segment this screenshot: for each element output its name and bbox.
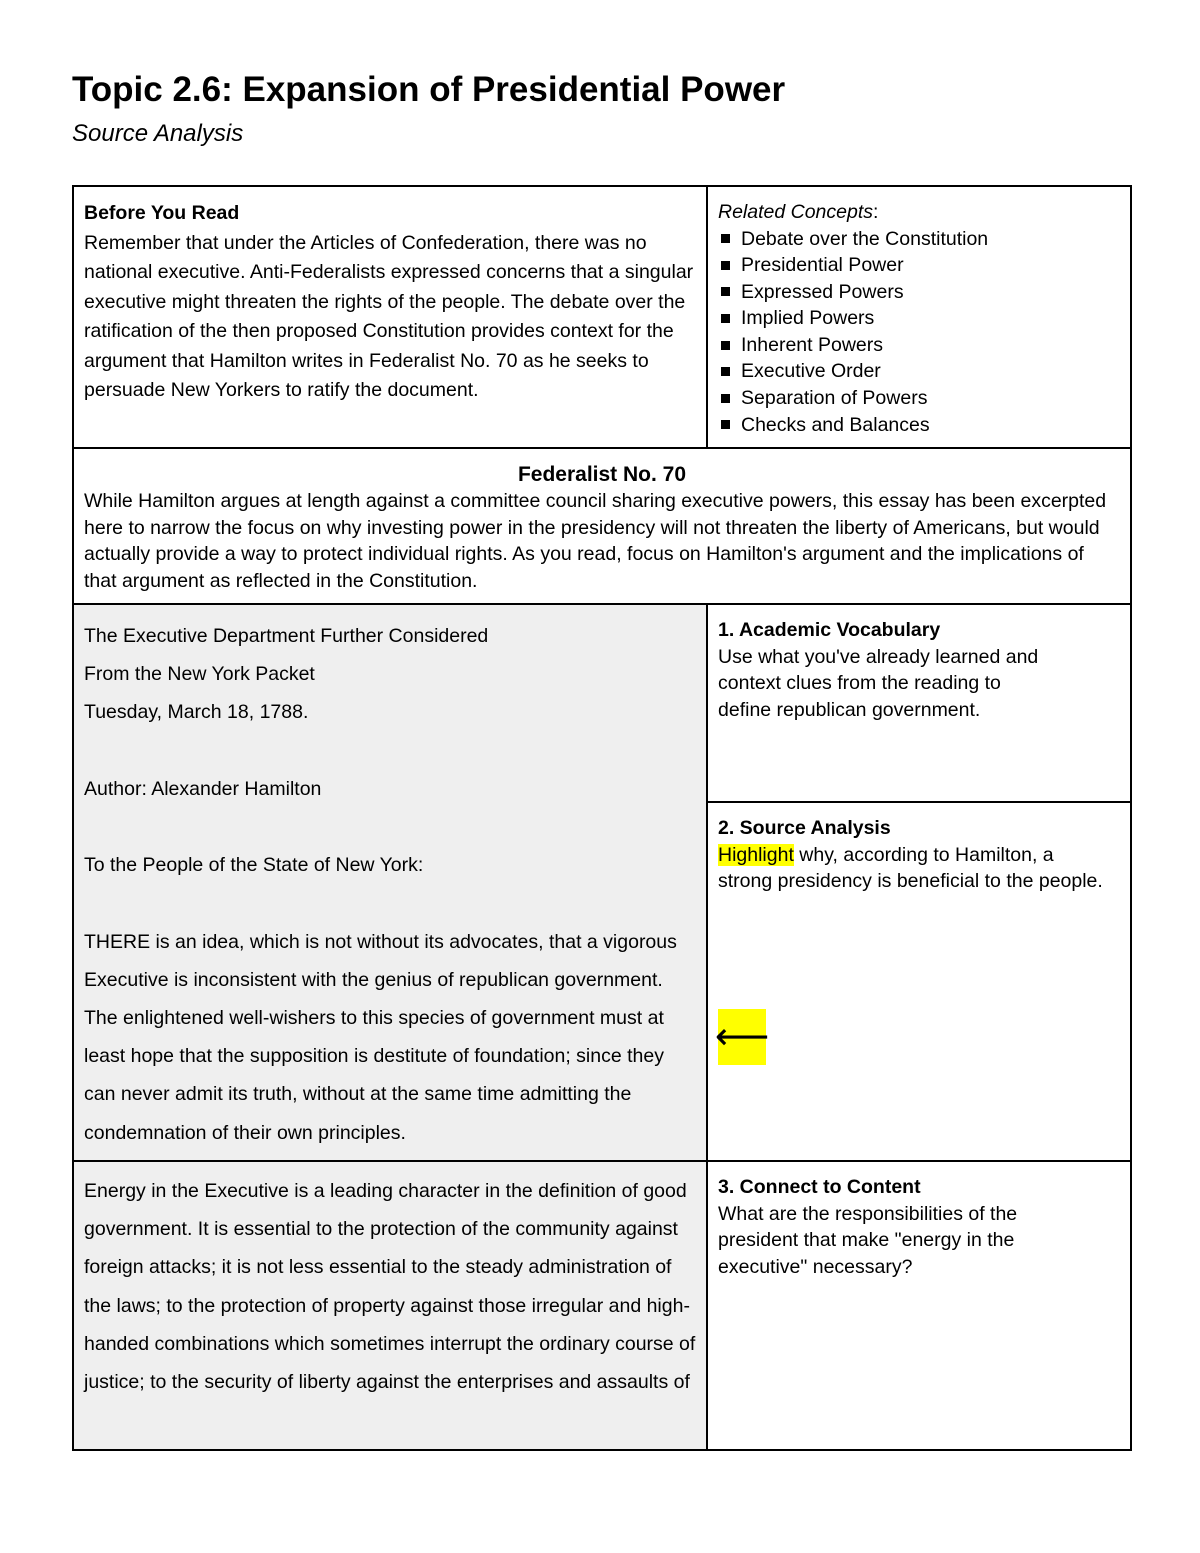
concept-item: Debate over the Constitution [718,226,1120,253]
blank-line [84,732,696,770]
concept-item: Implied Powers [718,305,1120,332]
bullet-square-icon [721,261,730,270]
source-row-1 [72,603,1132,1162]
before-you-read-cell [74,187,708,447]
source-salutation: To the People of the State of New York: [84,854,424,877]
blank-line [84,808,696,846]
source-row-2 [72,1160,1132,1451]
concept-item: Presidential Power [718,252,1120,279]
source-excerpt-cell [74,605,708,1160]
federalist-text: While Hamilton argues at length against a committee council sharing executive powers, this essay has been excerpted here to narrow the focus on why investing power in the presidency will not threaten the liberty of Americans, but would actually provide a way to protect individual rights. As you read, focus on Hamilton's argument and the implications of that argument as reflected in the Constitution. [84,490,1107,592]
before-you-read-text: Remember that under the Articles of Confederation, there was no national executive. Anti-Federalists expressed concerns that a singular executive might threaten the rights of the people. The debate over the ratification of the then proposed Constitution provides context for the argument that Hamilton writes in Federalist No. 70 as he seeks to persuade New Yorkers to ratify the document. [84,231,694,401]
related-concepts-cell [708,187,1130,447]
concept-item: Executive Order [718,358,1120,385]
source-author: Author: Alexander Hamilton [84,777,322,800]
blank-line [84,884,696,922]
left-arrow-icon: ⟵ [718,1009,766,1065]
source-line: From the New York Packet [84,663,315,686]
source-paragraph: Energy in the Executive is a leading character in the definition of good government. It is essential to the protection of the community against foreign attacks; it is not less essential to the steady administration of the laws; to the protection of property against those irregular and high-handed combinations which sometimes interrupt the ordinary course of justice; to the security of liberty against the enterprises and assaults of [84,1180,696,1394]
bullet-square-icon [721,394,730,403]
source-date: Tuesday, March 18, 1788. [84,701,309,724]
concept-item: Inherent Powers [718,332,1120,359]
concept-item: Expressed Powers [718,279,1120,306]
question-1-cell [708,605,1130,803]
related-concepts-list [718,226,1120,439]
related-concepts-heading: Related Concepts: [718,201,879,223]
question-1-heading: 1. Academic Vocabulary [718,619,941,641]
question-2-heading: 2. Source Analysis [718,817,891,839]
bullet-square-icon [721,314,730,323]
concept-item: Separation of Powers [718,385,1120,412]
bullet-square-icon [721,420,730,429]
source-line: The Executive Department Further Considered [84,625,489,647]
source-paragraph: THERE is an idea, which is not without its advocates, that a vigorous Executive is inconsistent with the genius of republican government. The enlightened well-wishers to this species of government must at least hope that the supposition is destitute of foundation; since they can never admit its truth, without at the same time admitting the condemnation of their own principles. [84,930,677,1144]
question-3-cell [708,1162,1130,1449]
intro-row [72,185,1132,449]
highlight-word: Highlight [718,843,794,866]
source-excerpt-cell-2 [74,1162,708,1449]
page-subtitle: Source Analysis [72,120,244,147]
federalist-heading: Federalist No. 70 [517,463,687,486]
question-3-heading: 3. Connect to Content [718,1176,921,1198]
bullet-square-icon [721,367,730,376]
bullet-square-icon [721,234,730,243]
bullet-square-icon [721,287,730,296]
page-title: Topic 2.6: Expansion of Presidential Power [72,70,786,109]
question-2-cell [708,803,1130,1160]
bullet-square-icon [721,341,730,350]
federalist-intro-row [72,447,1132,605]
question-2-text: Highlight why, according to Hamilton, a strong presidency is beneficial to the people. [718,843,1103,892]
question-3-text: What are the responsibilities of the president that make "energy in the executive" necessary? [718,1202,1018,1278]
concept-item: Checks and Balances [718,412,1120,439]
question-1-text: Use what you've already learned and context clues from the reading to define republican government. [718,645,1039,721]
before-you-read-heading: Before You Read [84,202,240,224]
